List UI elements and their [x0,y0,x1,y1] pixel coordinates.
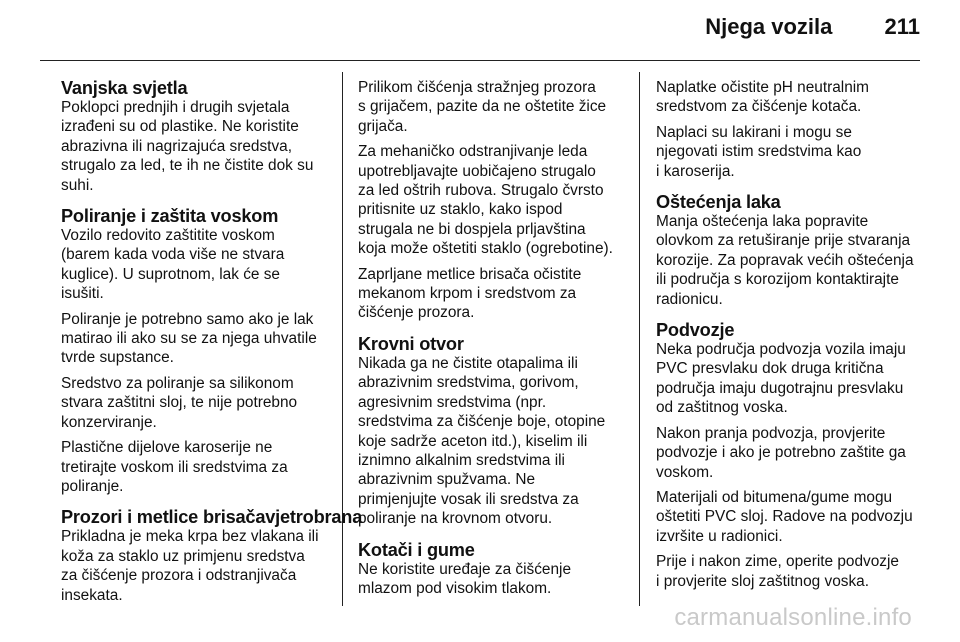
text-line: strugalo za led, te ih ne čistite dok su [61,157,314,175]
paragraph [358,142,628,258]
text-line: mekanom krpom i sredstvom za [358,285,577,303]
paragraph [656,212,926,309]
paragraph [61,438,331,496]
text-line: Zaprljane metlice brisača očistite [358,265,582,283]
heading-prozori [61,507,363,528]
text-line: isušiti. [61,285,104,303]
text-line: korozije. Za popravak većih oštećenja [656,251,914,269]
text-line: Nikada ga ne čistite otapalima ili [358,354,578,372]
text-line: Naplaci su lakirani i mogu se [656,123,852,141]
text-line: vjetrobrana [265,507,363,528]
text-line: sredstvima za čišćenje boje, otopine [358,413,606,431]
column-2 [358,78,628,598]
text-line: PVC presvlaku dok druga kritična [656,360,884,378]
text-line: Poklopci prednjih i drugih svjetala [61,99,290,116]
text-line: poliranje. [61,477,124,495]
text-line: abrazivnim sredstvima, gorivom, [358,374,579,392]
paragraph [656,123,926,181]
text-line: radionicu. [656,290,723,308]
text-line: njegovati istim sredstvima kao [656,143,862,161]
text-line: primjenjujte vosak ili sredstva za [358,490,579,508]
heading-poliranje: Poliranje i zaštita voskom [61,206,279,227]
text-line: stvara zaštitni sloj, te nije potrebno [61,394,298,412]
text-line: za led oštrih rubova. Strugalo čvrsto [358,182,604,200]
text-line: za čišćenje prozora i odstranjivača [61,567,297,585]
paragraph [61,527,331,605]
column-divider-2 [639,72,640,606]
paragraph [358,265,628,323]
text-line: suhi. [61,176,94,194]
paragraph [358,560,628,599]
text-line: Manja oštećenja laka popravite [656,213,869,231]
text-line: i karoserija. [656,162,735,180]
text-line: agresivnim sredstvima (npr. [358,393,547,411]
text-line: sredstvom za čišćenje kotača. [656,98,862,116]
text-line: Ne koristite uređaje za čišćenje [358,560,572,578]
text-line: pritisnite uz staklo, kako ispod [358,201,563,219]
text-line: Poliranje je potrebno samo ako je lak [61,310,314,328]
page-number: 211 [884,14,920,39]
paragraph [656,488,926,546]
text-line: voskom. [656,463,714,481]
header-divider [40,60,920,61]
paragraph [61,226,331,304]
text-line: izvršite u radionici. [656,527,783,545]
text-line: konzerviranje. [61,413,157,431]
text-line: koje sadrže aceton itd.), kiselim ili [358,432,588,450]
text-line: strugala ne bi dospjela prljavština [358,220,586,238]
text-line: podvozje i ako je potrebno zaštite ga [656,444,906,462]
text-line: Sredstvo za poliranje sa silikonom [61,374,294,392]
text-line: abrazivnim spužvama. Ne [358,471,536,489]
paragraph [61,310,331,368]
text-line: Materijali od bitumena/gume mogu [656,488,893,506]
text-line: od zaštitnog voska. [656,399,788,417]
text-line: poliranje na krovnom otvoru. [358,510,553,528]
watermark: carmanualsonline.info [674,604,912,631]
text-line: upotrebljavajte uobičajeno strugalo [358,162,596,180]
header-title: Njega vozila [705,14,833,39]
text-line: olovkom za retuširanje prije stvaranja [656,232,911,250]
page-header [705,14,920,40]
text-line: insekata. [61,586,123,604]
paragraph [358,78,628,136]
text-line: Prilikom čišćenja stražnjeg prozora [358,79,596,96]
text-line: kuglice). U suprotnom, lak će se [61,265,280,283]
text-line: Naplatke očistite pH neutralnim [656,79,870,96]
paragraph [656,78,926,117]
text-line: Prije i nakon zime, operite podvozje [656,553,899,571]
paragraph [358,354,628,529]
paragraph [656,552,926,591]
heading-kotaci-i-gume: Kotači i gume [358,539,475,560]
text-line: i provjerite sloj zaštitnog voska. [656,572,869,590]
text-line: koža za staklo uz primjenu sredstva [61,547,305,565]
text-line: izrađeni su od plastike. Ne koristite [61,118,299,136]
heading-vanjska-svjetla: Vanjska svjetla [61,78,188,98]
paragraph [656,424,926,482]
text-line: tretirajte voskom ili sredstvima za [61,458,288,476]
paragraph [61,98,331,195]
text-line: Za mehaničko odstranjivanje leda [358,143,588,161]
text-line: oštetiti PVC sloj. Radove na podvozju [656,508,913,526]
text-line: Prozori i metlice brisača [61,507,266,528]
text-line: Nakon pranja podvozja, provjerite [656,424,886,442]
heading-ostecenja-laka: Oštećenja laka [656,192,781,213]
text-line: ili područja s korozijom kontaktirajte [656,271,899,289]
text-line: Neka područja podvozja vozila imaju [656,341,906,359]
text-line: čišćenje prozora. [358,304,475,322]
heading-podvozje: Podvozje [656,320,735,341]
text-line: grijača. [358,117,408,135]
text-line: Plastične dijelove karoserije ne [61,439,273,457]
column-3 [656,78,926,591]
text-line: tvrde supstance. [61,349,174,367]
text-line: iznimno alkalnim sredstvima ili [358,451,565,469]
text-line: abrazivna ili nagrizajuća sredstva, [61,137,292,155]
text-line: (barem kada voda više ne stvara [61,246,285,264]
text-line: koja može oštetiti staklo (ogrebotine). [358,240,613,258]
column-1 [61,78,363,605]
paragraph [656,340,926,418]
text-line: s grijačem, pazite da ne oštetite žice [358,98,607,116]
text-line: područja imaju dugotrajnu presvlaku [656,379,904,397]
paragraph [61,374,331,432]
text-line: mlazom pod visokim tlakom. [358,579,552,597]
text-line: matirao ili ako su se za njega uhvatile [61,330,317,348]
heading-krovni-otvor: Krovni otvor [358,333,464,354]
text-line: Prikladna je meka krpa bez vlakana ili [61,528,319,546]
text-line: Vozilo redovito zaštitite voskom [61,227,275,245]
